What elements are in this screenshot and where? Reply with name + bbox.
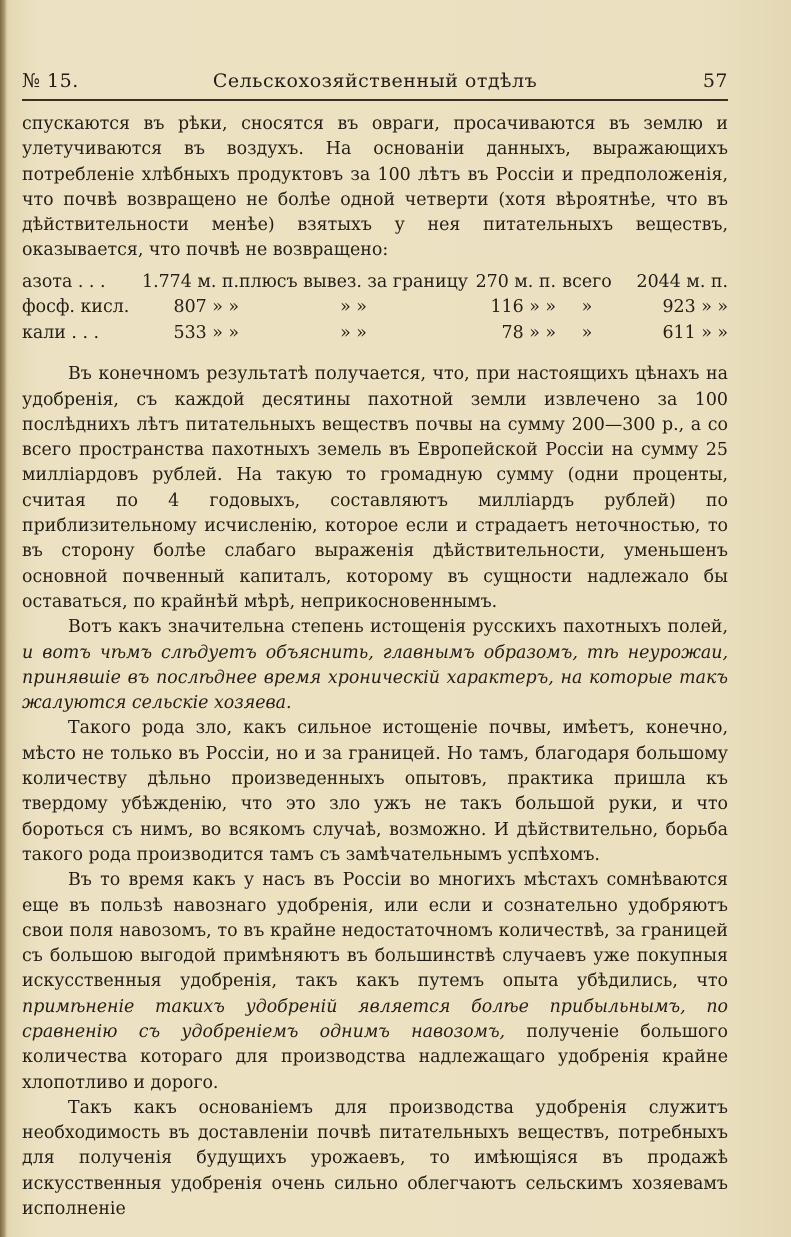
article-body xyxy=(22,112,728,1222)
cell-value: 807 » » xyxy=(173,297,240,318)
cell-word: » xyxy=(581,297,593,318)
paragraph-3-text: Вотъ какъ значительна степень истощенія русскихъ пахотныхъ полей, xyxy=(68,617,728,638)
row-label: кали . . . xyxy=(22,322,100,343)
page-header xyxy=(22,70,728,98)
section-title: Сельскохозяйственный отдѣлъ xyxy=(212,70,538,92)
table-row xyxy=(22,295,728,321)
cell-value: 270 м. п. xyxy=(475,271,556,292)
cell-note: плюсъ вывез. за границу xyxy=(239,271,468,292)
cell-note: » » xyxy=(340,322,367,343)
paragraph-2: Въ конечномъ результатѣ получается, что, при настоящихъ цѣнахъ на удобренія, съ каждой десятины пахотной земли извлечено за 100 послѣднихъ лѣтъ питательныхъ веществъ почвы на сумму 200—300 р., а со всего пространства пахотныхъ земель въ Европейской Россіи на сумму 25 милліардовъ рублей. На такую то громадную сумму (одни проценты, считая по 4 годовыхъ, составляютъ милліардъ рублей) по приблизительному исчисленію, которое если и страдаетъ неточностью, то въ сторону болѣе слабаго выраженія дѣйствительности, уменьшенъ основной почвенный капиталъ, которому въ сущности надлежало бы оставаться, по крайнѣй мѣрѣ, неприкосновеннымъ. xyxy=(22,364,728,612)
paragraph-5-text-end: полученіе большого количества котораго для производства надлежащаго удобренія крайне хлопотливо и дорого. xyxy=(22,1022,728,1093)
paragraph-3 xyxy=(22,615,728,716)
cell-value: 116 » » xyxy=(490,297,556,318)
cell-value: 1.774 м. п. xyxy=(142,271,240,292)
cell-value: 78 » » xyxy=(501,322,556,343)
paragraph-5 xyxy=(22,868,728,1096)
cell-value: 533 » » xyxy=(173,322,240,343)
paragraph-6: Такъ какъ основаніемъ для производства удобренія служитъ необходимость въ доставленіи почвѣ питательныхъ веществъ, потребныхъ для полученія будущихъ урожаевъ, то имѣющіяся въ продажѣ искусственныя удобренія очень сильно облегчаютъ сельскимъ хозяевамъ исполненіе xyxy=(22,1097,728,1220)
nutrient-table xyxy=(22,270,728,347)
paragraph-3-italic: и вотъ чѣмъ слѣдуетъ объяснить, главнымъ образомъ, тѣ неурожаи, принявшіе въ послѣднее время хроническій характеръ, на которые такъ жалуются сельскіе хозяева. xyxy=(22,642,728,714)
cell-word: » xyxy=(581,322,593,343)
cell-note: » » xyxy=(340,297,367,318)
cell-word: всего xyxy=(562,271,612,292)
cell-total: 2044 м. п. xyxy=(636,271,728,292)
paragraph-5-text: Въ то время какъ у насъ въ Россіи во многихъ мѣстахъ сомнѣваются еще въ пользѣ навознаго удобренія, или если и сознательно удобряютъ свои поля навозомъ, то въ крайне недостаточномъ количествѣ, за границей съ большою выгодой примѣняютъ въ большинствѣ случаевъ уже покупныя искусственныя удобренія, такъ какъ путемъ опыта убѣдились, что xyxy=(22,870,728,992)
cell-total: 611 » » xyxy=(662,322,728,343)
book-spine-edge xyxy=(0,0,7,1237)
table-row xyxy=(22,321,728,347)
issue-number: № 15. xyxy=(22,70,79,92)
paragraph-1: спускаются въ рѣки, сносятся въ овраги, просачиваются въ землю и улетучиваются въ воздухъ. На основаніи данныхъ, выражающихъ потребленіе хлѣбныхъ продуктовъ за 100 лѣтъ въ Россіи и предположенія, что почвѣ возвращено не болѣе одной четверти (хотя вѣроятнѣе, что въ дѣйствительности менѣе) взятыхъ у нея питательныхъ веществъ, оказывается, что почвѣ не возвращено: xyxy=(22,114,728,261)
header-rule xyxy=(22,99,728,101)
cell-total: 923 » » xyxy=(662,297,728,318)
row-label: фосф. кисл. xyxy=(22,297,130,318)
table-row xyxy=(22,270,728,296)
row-label: азота . . . xyxy=(22,271,106,292)
page-number: 57 xyxy=(702,70,728,92)
paragraph-4: Такого рода зло, какъ сильное истощеніе почвы, имѣетъ, конечно, мѣсто не только въ Россіи, но и за границей. Но тамъ, благодаря большому количеству дѣльно произведенныхъ опытовъ, практика пришла къ твердому убѣжденію, что это зло ужъ не такъ большой руки, и что бороться съ нимъ, во всякомъ случаѣ, возможно. И дѣйствительно, борьба такого рода производится тамъ съ замѣчательнымъ успѣхомъ. xyxy=(22,718,728,865)
paragraph-5-italic: примѣненіе такихъ удобреній является болѣе прибыльнымъ, по сравненію съ удобреніемъ однимъ навозомъ, xyxy=(22,996,728,1042)
